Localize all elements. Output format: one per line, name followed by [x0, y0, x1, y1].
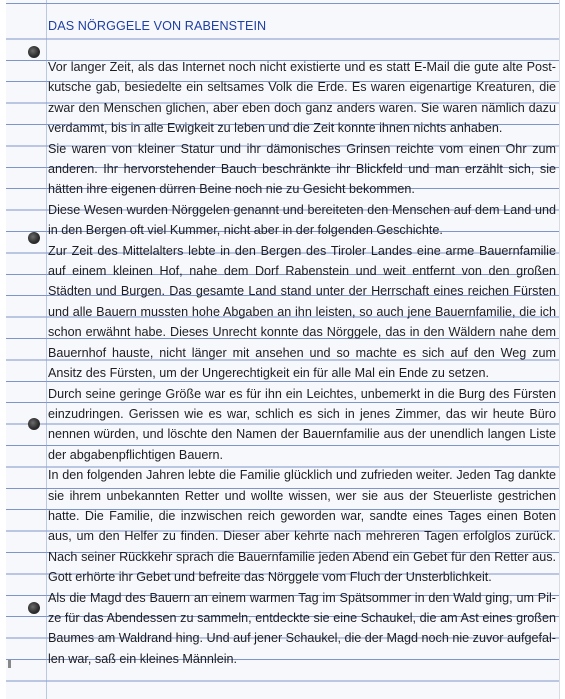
notebook-page — [6, 0, 559, 699]
paragraph: Vor langer Zeit, als das Internet noch nicht existierte und es statt E-Mail die gute alte Postkutsche gab, besiedelte ein seltsames Volk die Erde. Es waren eigenartige Kreaturen, die zwar den Menschen glichen, aber eben doch ganz anders waren. Sie waren nämlich dazu verdammt, bis in alle Ewigkeit zu leben und die Zeit konnte ihnen nichts anhaben. — [48, 60, 556, 136]
story-text — [48, 57, 556, 669]
story-title: DAS NÖRGGELE VON RABENSTEIN — [48, 19, 267, 33]
margin-line — [46, 0, 47, 699]
punch-hole — [28, 46, 40, 58]
edge-mark — [8, 660, 11, 668]
paragraph: Diese Wesen wurden Nörggelen genannt und bereiteten den Menschen auf dem Land und in den Bergen oft viel Kummer, nicht aber in der folgenden Geschichte. — [48, 202, 556, 238]
punch-hole — [28, 232, 40, 244]
paragraph: Zur Zeit des Mittelalters lebte in den Bergen des Tiroler Landes eine arme Bauernfamilie auf einem kleinen Hof, nahe dem Dorf Rabenstein und weit entfernt von den großen Städten und Burgen. Das gesamte Land stand unter der Herrschaft eines reichen Fürsten und alle Bauern mussten hohe Abgaben an ihn leisten, so auch jene Bauernfamilie, die ich schon erwähnt habe. Dieses Unrecht konnte das Nörggele, das in den Wäldern nahe dem Bauernhof hauste, nicht länger mit ansehen und so machte es sich auf den Weg zum Ansitz des Fürsten, um der Ungerechtigkeit ein für alle Mal ein Ende zu setzen. — [48, 243, 556, 381]
paragraph: Sie waren von kleiner Statur und ihr dämonisches Grinsen reichte vom einen Ohr zum anderen. Ihr hervorstehender Bauch beschränkte ihr Blickfeld und man erzählt sich, sie hätten ihre eigenen dürren Beine noch nie zu Gesicht bekommen. — [48, 141, 556, 197]
punch-hole — [28, 602, 40, 614]
paragraph: In den folgenden Jahren lebte die Familie glücklich und zufrieden weiter. Jeden Tag dankte sie ihrem unbekannten Retter und wollte wissen, wer sie aus der Steuerliste gestrichen hatte. Die Familie, die inzwischen reich geworden war, sandte eines Tages einen Boten aus, um den Helfer zu finden. Dieser aber kehrte nach mehreren Tagen erfolglos zurück. Nach seiner Rückkehr sprach die Bauernfamilie jeden Abend ein Gebet für den Retter aus. Gott erhörte ihr Gebet und befreite das Nörggele vom Fluch der Unsterblichkeit. — [48, 468, 556, 585]
paragraph: Durch seine geringe Größe war es für ihn ein Leichtes, unbemerkt in die Burg des Fürsten einzudringen. Gerissen wie es war, schlich es sich in jenes Zimmer, das wir heute Büro nennen würden, und löschte den Namen der Bauernfamilie aus der unendlich langen Liste der abgabenpflichtigen Bauern. — [48, 386, 556, 462]
paragraph: Als die Magd des Bauern an einem warmen Tag im Spätsommer in den Wald ging, um Pilze für das Abendessen zu sammeln, entdeckte sie eine Schaukel, die am Ast eines großen Baumes am Waldrand hing. Und auf jener Schaukel, die der Magd noch nie zuvor aufgefallen war, saß ein kleines Männlein. — [48, 590, 556, 666]
punch-hole — [28, 418, 40, 430]
